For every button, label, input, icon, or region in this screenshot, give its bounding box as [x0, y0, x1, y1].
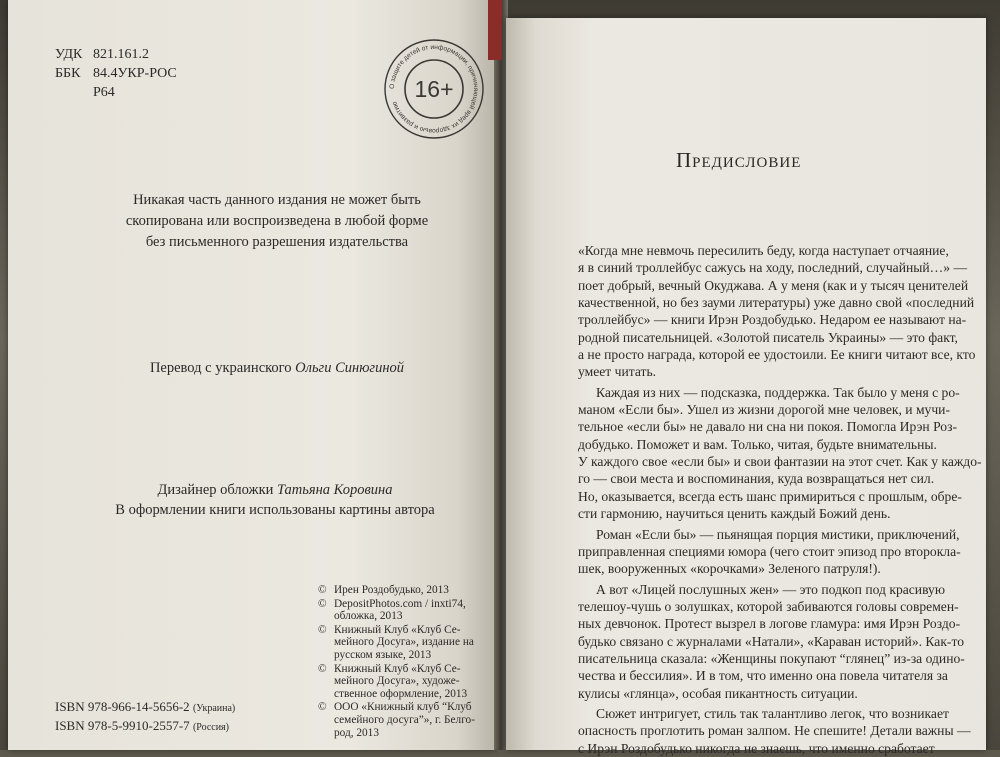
text-line: ных девчонок. Протест вызрел в логове гламура: имя Ирэн Роздо-	[578, 616, 961, 632]
copyright-text	[334, 584, 449, 597]
notice-line: Никакая часть данного издания не может быть	[133, 192, 421, 208]
text-line: сти гармонию, научиться ценить каждый Божий день.	[578, 506, 891, 522]
text-line: качественной, но без зауми литературы) уже давно свой «последний	[578, 295, 975, 311]
text-line: маном «Если бы». Ушел из жизни дорогой мне человек, и мучи-	[578, 402, 950, 418]
copyright-line: Ирен Роздобудько, 2013	[334, 584, 449, 596]
copyright-text	[334, 701, 475, 739]
isbn-number: ISBN 978-966-14-5656-2	[55, 699, 190, 714]
copyright-item	[318, 584, 498, 597]
text-line: Но, оказывается, всегда есть шанс примириться с прошлым, обре-	[578, 488, 962, 504]
copyright-item	[318, 663, 498, 701]
catalog-row-author-mark	[55, 83, 177, 102]
copyright-line: мейного Досуга», издание на	[334, 636, 474, 649]
text-line: умеет читать.	[578, 364, 657, 380]
cover-designer-name: Татьяна Коровина	[277, 482, 393, 498]
text-line: троллейбус» — книги Ирэн Роздобудько. Недаром ее называют на-	[578, 312, 967, 328]
text-line: Роман «Если бы» — пьянящая порция мистики, приключений,	[596, 526, 960, 542]
catalog-key	[55, 83, 93, 102]
catalog-row-udk	[55, 45, 177, 64]
copyright-line: русском языке, 2013	[334, 648, 432, 661]
copyright-line: мейного Досуга», художе-	[334, 675, 460, 688]
copyright-symbol: ©	[318, 597, 327, 610]
text-line: а не просто награда, которой ее удостоили. Ее книги читают все, кто	[578, 347, 976, 363]
catalog-value: Р64	[93, 85, 115, 100]
text-line: писательница сказала: «Женщины покупают “глянец” из-за одино-	[578, 650, 965, 666]
isbn-line	[55, 698, 235, 717]
translator-name: Ольги Синюгиной	[295, 360, 405, 376]
catalog-key: ББК	[55, 66, 81, 81]
isbn-country: (Украина)	[192, 703, 236, 714]
age-rating-seal-icon	[383, 38, 485, 140]
catalog-row-bbk	[55, 64, 177, 83]
copyright-symbol: ©	[318, 662, 327, 675]
preface-body	[578, 242, 982, 757]
text-line: го — свои места и воспоминания, куда возвращаться нет сил.	[578, 471, 935, 487]
copyright-line: Книжный Клуб «Клуб Се-	[334, 662, 461, 675]
text-line: приправленная специями юмора (чего стоит эпизод про второкла-	[578, 543, 961, 559]
text-line: телешоу-чушь о золушках, которой забиваются головы современ-	[578, 598, 959, 614]
age-badge-ring-text: О защите детей от информации, причиняющей вред их здоровью и развитию	[388, 43, 480, 135]
text-line: поет добрый, вечный Окуджава. А у меня (как и у тысяч ценителей	[578, 277, 969, 293]
text-line: с Ирэн Роздобудько никогда не знаешь, что именно сработает	[578, 740, 935, 756]
text-line: Каждая из них — подсказка, поддержка. Так было у меня с ро-	[596, 384, 960, 400]
catalog-value: 821.161.2	[93, 47, 149, 62]
copyright-item	[318, 624, 498, 662]
copyright-text	[334, 663, 467, 701]
age-badge-rating: 16+	[414, 76, 454, 102]
translation-credit	[112, 358, 442, 378]
cover-designer-line	[95, 480, 455, 500]
text-line: опасность проглотить роман залпом. Не спешите! Детали важны —	[578, 723, 971, 739]
copyright-item	[318, 598, 498, 623]
isbn-line	[55, 717, 235, 736]
translation-prefix: Перевод с украинского	[149, 360, 296, 376]
preface-paragraph	[578, 526, 961, 578]
text-line: А вот «Лицей послушных жен» — это подкоп под красивую	[596, 581, 945, 597]
copyright-line: DepositPhotos.com / inxti74,	[334, 597, 466, 610]
cover-designer-prefix: Дизайнер обложки	[157, 482, 277, 498]
isbn-country: (Россия)	[192, 722, 229, 733]
preface-paragraph	[578, 384, 982, 523]
text-line: тельное «если бы» не давало ни сна ни покоя. Помогла Ирэн Роз-	[578, 419, 957, 435]
copyright-notice	[112, 190, 442, 253]
text-line: добудько. Поможет и вам. Только, читая, будьте внимательны.	[578, 436, 937, 452]
page-title: Предисловие	[676, 148, 802, 172]
text-line: родной писательницей. «Золотой писатель Украины» — это факт,	[578, 329, 958, 345]
copyright-symbol: ©	[318, 701, 327, 714]
copyright-line: род, 2013	[334, 726, 379, 739]
text-line: Сюжет интригует, стиль так талантливо легок, что возникает	[596, 705, 949, 721]
illustrations-line: В оформлении книги использованы картины автора	[115, 502, 435, 518]
isbn-block	[55, 698, 235, 736]
catalog-block	[55, 45, 177, 102]
copyright-symbol: ©	[318, 584, 327, 596]
text-line: будько связано с журналами «Натали», «Караван историй». Как-то	[578, 633, 965, 649]
text-line: «Когда мне невмочь пересилить беду, когда наступает отчаяние,	[578, 243, 949, 258]
preface-paragraph	[578, 581, 965, 702]
copyright-line: Книжный Клуб «Клуб Се-	[334, 623, 461, 636]
catalog-value: 84.4УКР-РОС	[93, 66, 177, 81]
copyright-line: обложка, 2013	[334, 610, 403, 623]
notice-line: скопирована или воспроизведена в любой форме	[125, 213, 429, 229]
copyright-line: ООО «Книжный клуб “Клуб	[334, 701, 472, 714]
book-cover-edge	[488, 0, 502, 60]
isbn-number: ISBN 978-5-9910-2557-7	[55, 718, 190, 733]
age-rating-badge	[383, 38, 485, 140]
text-line: чества и бессилия». И в том, что именно она повела читателя за	[578, 668, 948, 684]
design-credits	[95, 480, 455, 520]
preface-paragraph	[578, 705, 971, 757]
copyright-text	[334, 598, 466, 623]
text-line: кулисы «глянца», особая пикантность ситуации.	[578, 685, 858, 701]
notice-line: без письменного разрешения издательства	[145, 234, 409, 250]
copyright-line: ственное оформление, 2013	[334, 687, 468, 700]
copyright-list	[318, 584, 498, 740]
copyright-text	[334, 624, 474, 662]
copyright-item	[318, 701, 498, 739]
copyright-symbol: ©	[318, 623, 327, 636]
preface-paragraph	[578, 242, 976, 381]
text-line: я в синий троллейбус сажусь на ходу, последний, случайный…» —	[578, 260, 968, 276]
catalog-key: УДК	[55, 47, 83, 62]
copyright-line: семейного досуга”», г. Белго-	[334, 713, 475, 726]
text-line: У каждого свое «если бы» и свои фантазии на этот счет. Как у каждо-	[578, 454, 982, 470]
text-line: шек, вооруженных «корочками» Зеленого патруля!).	[578, 561, 881, 577]
